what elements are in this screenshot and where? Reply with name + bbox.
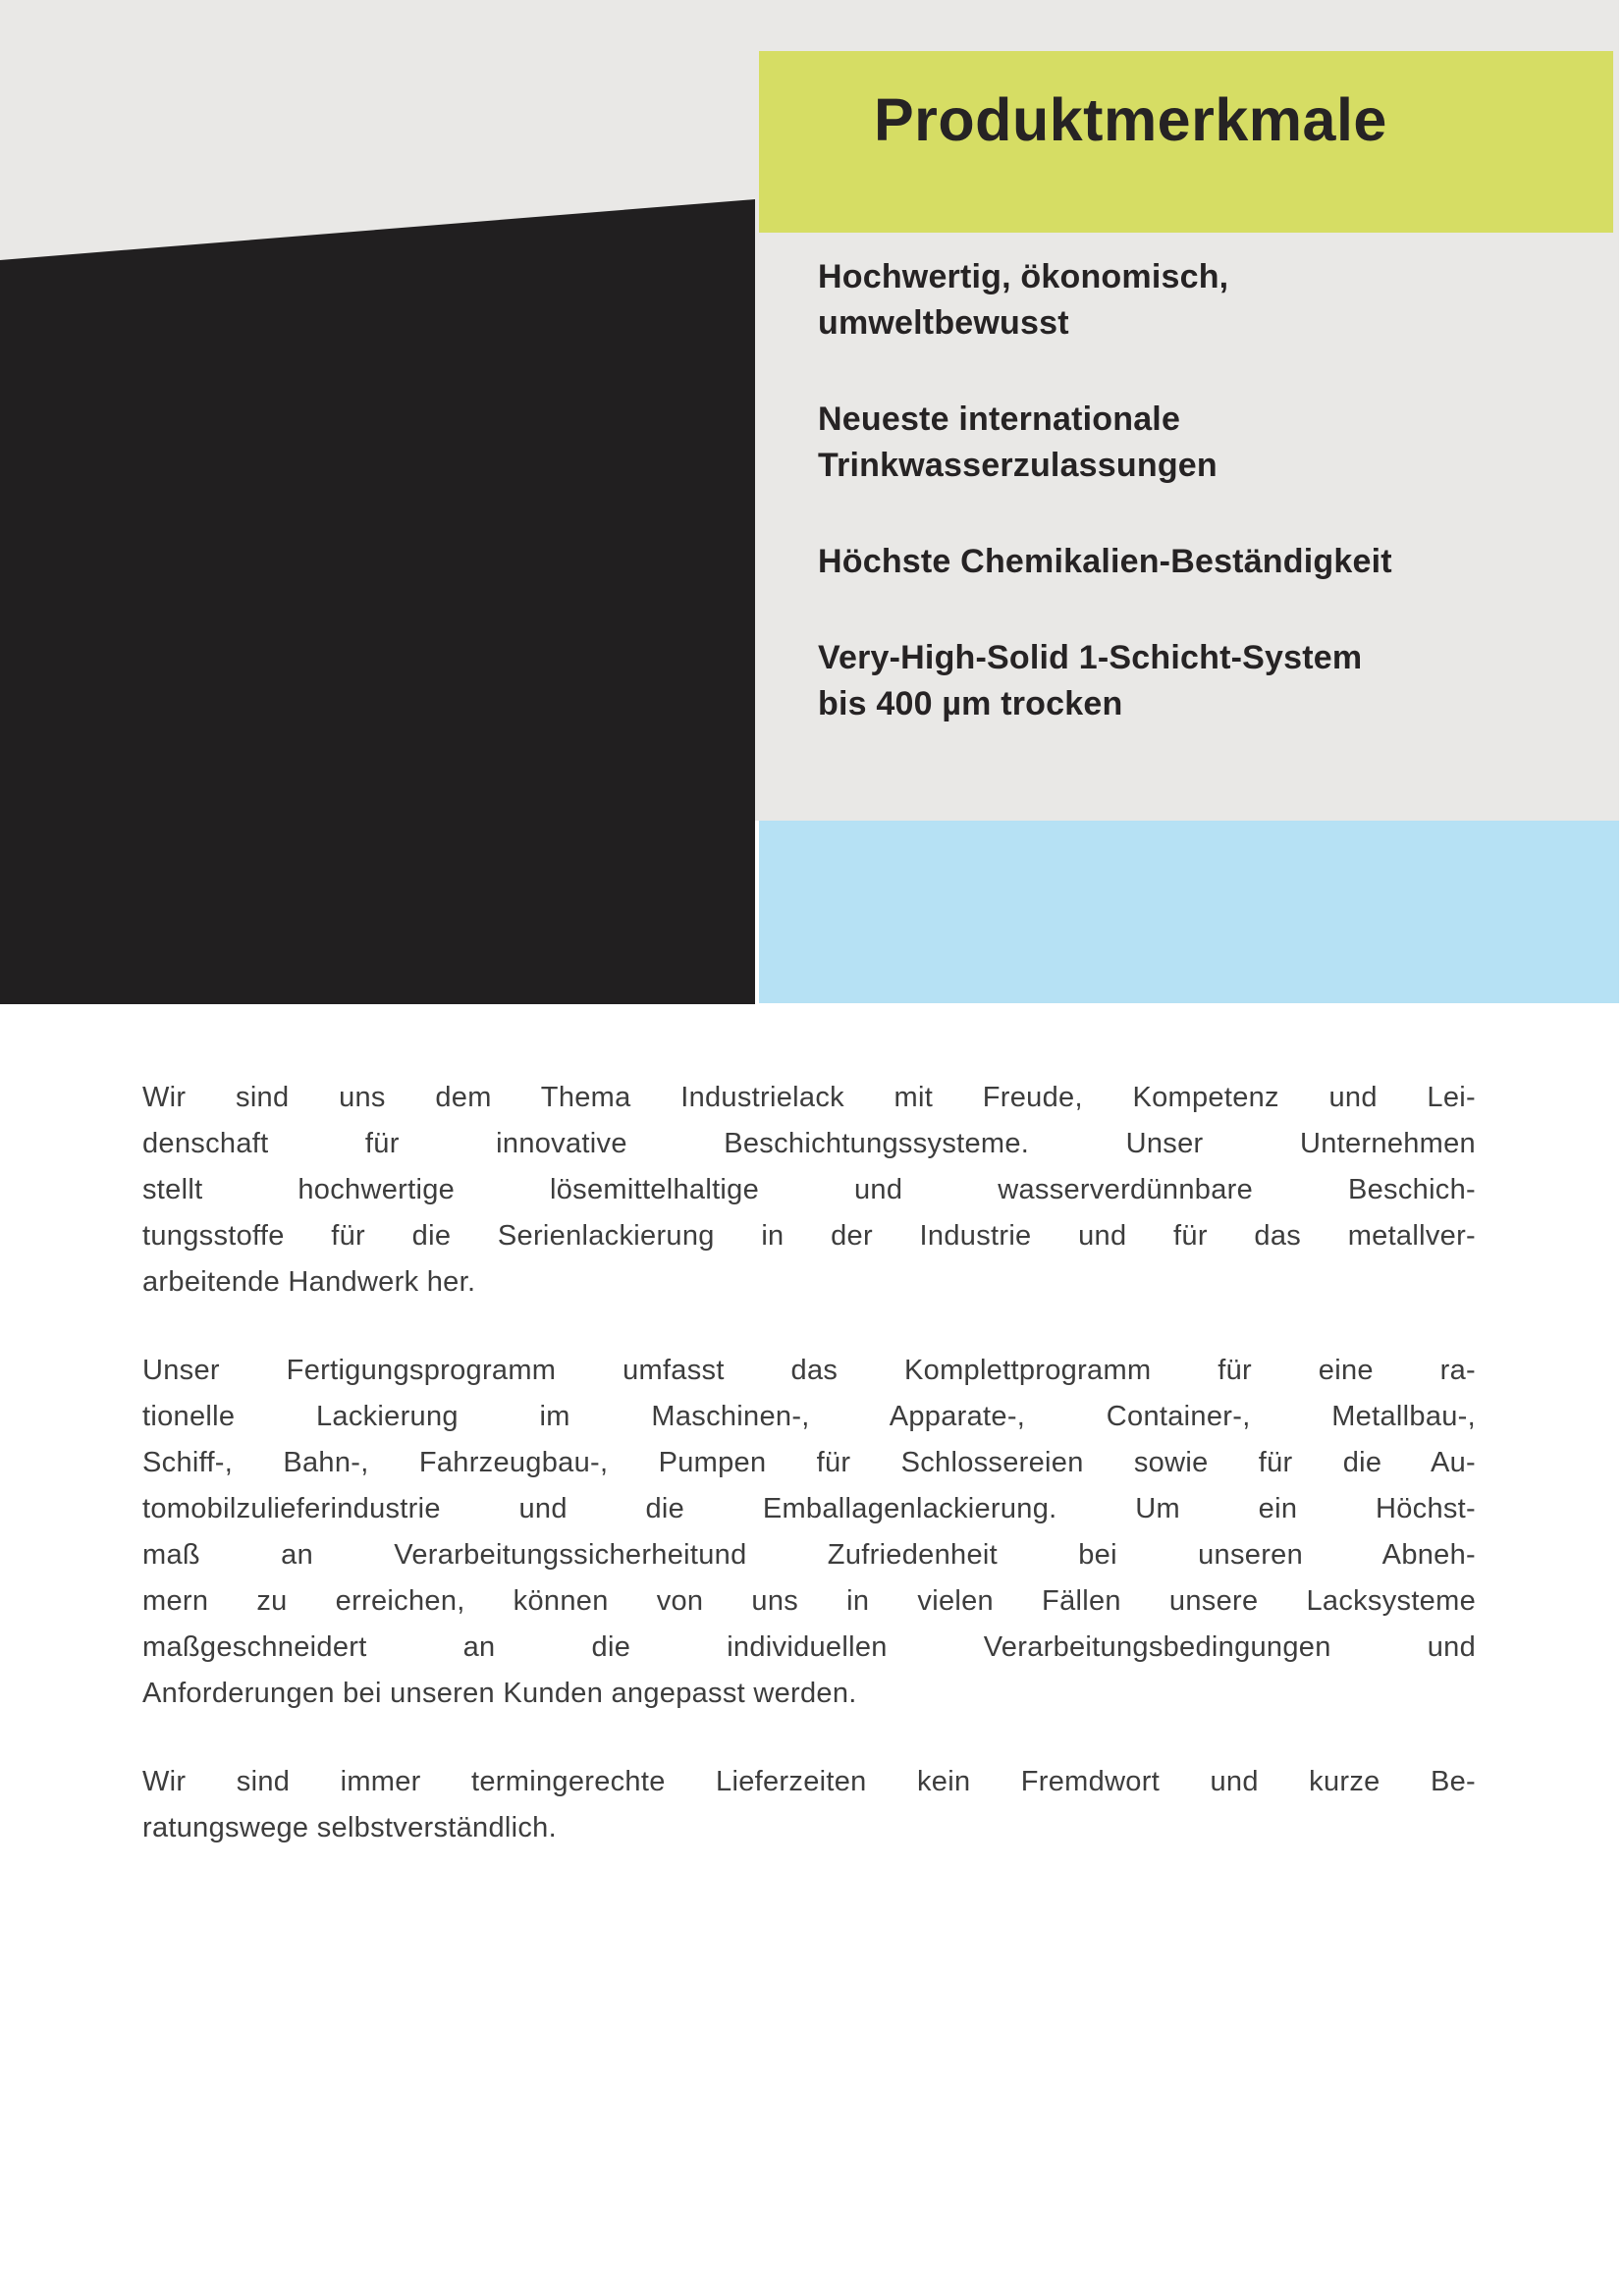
text-line: tungsstoffe für die Serienlackierung in der Industrie und für das metallver- <box>142 1220 1476 1252</box>
text-line: mern zu erreichen, können von uns in vielen Fällen unsere Lacksysteme <box>142 1585 1476 1617</box>
blue-accent-panel <box>759 821 1619 1003</box>
feature-item <box>818 539 1613 585</box>
text-line: stellt hochwertige lösemittelhaltige und wasserverdünnbare Beschich- <box>142 1174 1476 1205</box>
feature-line: Hochwertig, ökonomisch, <box>818 258 1229 295</box>
text-line: Anforderungen bei unseren Kunden angepasst werden. <box>142 1678 857 1709</box>
paragraph <box>142 1759 1476 1851</box>
paragraph <box>142 1348 1476 1717</box>
feature-line: Neueste internationale <box>818 400 1181 438</box>
text-line: Unser Fertigungsprogramm umfasst das Komplettprogramm für eine ra- <box>142 1355 1476 1386</box>
text-line: Wir sind immer termingerechte Lieferzeiten kein Fremdwort und kurze Be- <box>142 1766 1476 1797</box>
feature-item <box>818 635 1613 727</box>
text-line: tionelle Lackierung im Maschinen-, Apparate-, Container-, Metallbau-, <box>142 1401 1476 1432</box>
text-line: Wir sind uns dem Thema Industrielack mit Freude, Kompetenz und Lei- <box>142 1082 1476 1113</box>
feature-line: bis 400 µm trocken <box>818 685 1123 722</box>
text-line: tomobilzulieferindustrie und die Emballagenlackierung. Um ein Höchst- <box>142 1493 1476 1524</box>
text-line: arbeitende Handwerk her. <box>142 1266 476 1298</box>
feature-line: Höchste Chemikalien-Beständigkeit <box>818 543 1392 580</box>
feature-item <box>818 397 1613 489</box>
headline-banner <box>759 51 1613 233</box>
text-line: Schiff-, Bahn-, Fahrzeugbau-, Pumpen für Schlossereien sowie für die Au- <box>142 1447 1476 1478</box>
feature-item <box>818 254 1613 347</box>
text-line: denschaft für innovative Beschichtungssysteme. Unser Unternehmen <box>142 1128 1476 1159</box>
text-line: maß an Verarbeitungssicherheitund Zufriedenheit bei unseren Abneh- <box>142 1539 1476 1571</box>
text-line: ratungswege selbstverständlich. <box>142 1812 557 1843</box>
text-line: maßgeschneidert an die individuellen Verarbeitungsbedingungen und <box>142 1631 1476 1663</box>
feature-line: Very-High-Solid 1-Schicht-System <box>818 639 1363 676</box>
page-title: Produktmerkmale <box>874 86 1387 153</box>
feature-list <box>759 233 1613 777</box>
feature-line: Trinkwasserzulassungen <box>818 447 1218 484</box>
body-text <box>142 1075 1476 1894</box>
paragraph <box>142 1075 1476 1306</box>
feature-line: umweltbewusst <box>818 304 1069 342</box>
